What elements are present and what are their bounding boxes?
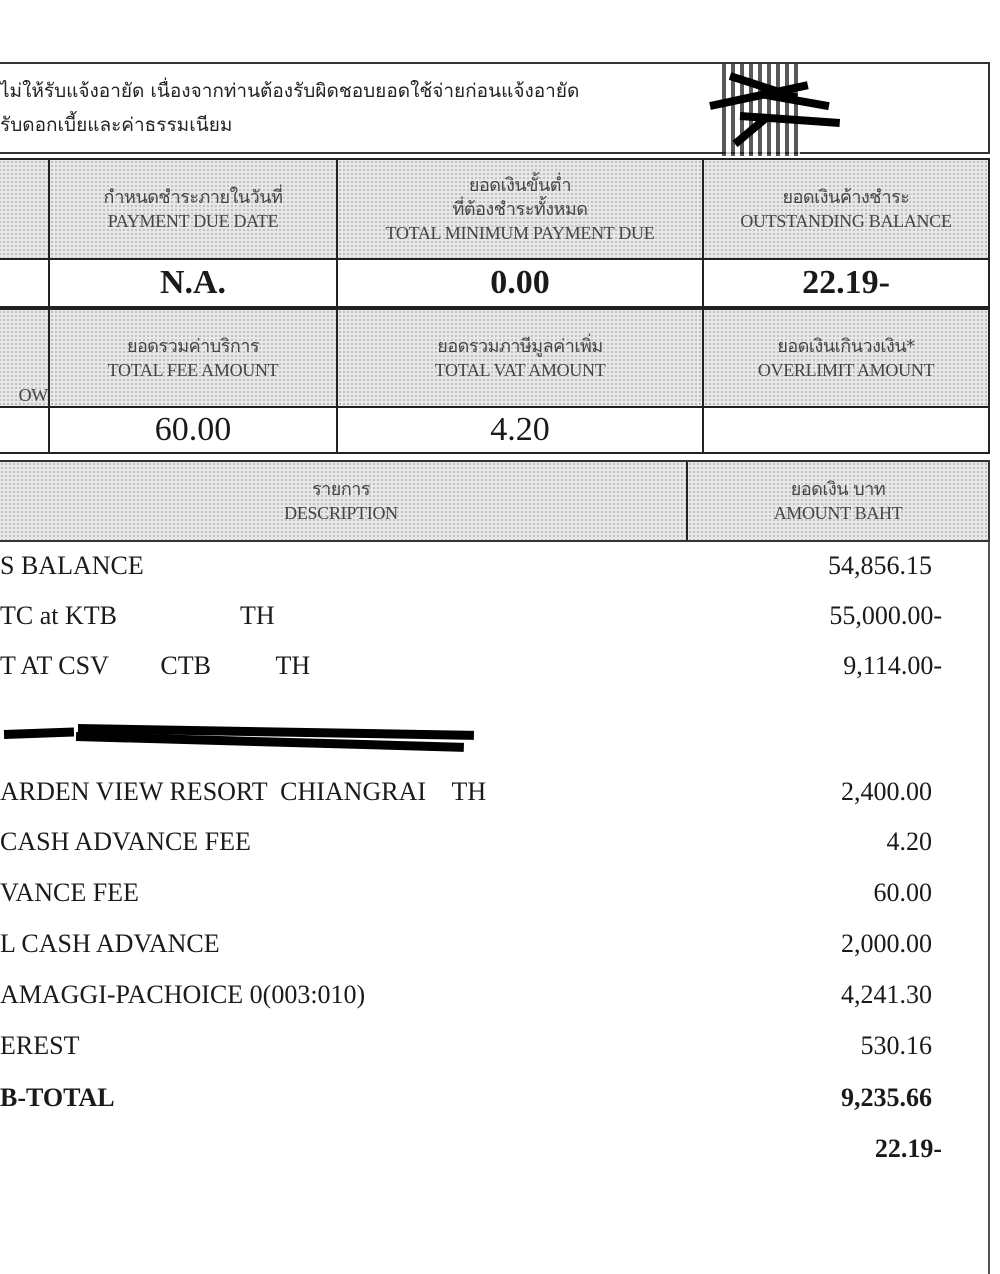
summary-left-partial <box>0 309 49 407</box>
table-row <box>0 1031 990 1071</box>
transaction-description: B-TOTAL <box>0 1083 115 1112</box>
overlimit-en: OVERLIMIT AMOUNT <box>757 360 935 380</box>
transaction-description: CASH ADVANCE FEE <box>0 827 251 856</box>
table-row <box>0 878 990 918</box>
payment-due-date-header <box>49 159 337 259</box>
min-payment-thai-1: ยอดเงินขั้นต่ำ <box>468 175 572 196</box>
description-en: DESCRIPTION <box>284 503 398 523</box>
min-payment-value: 0.00 <box>337 259 703 307</box>
transaction-description: EREST <box>0 1031 80 1060</box>
payment-due-date-value: N.A. <box>49 259 337 307</box>
table-row <box>0 980 990 1020</box>
table-row <box>0 651 990 691</box>
overlimit-value <box>703 407 989 453</box>
transaction-description: L CASH ADVANCE <box>0 929 220 958</box>
description-column-header <box>0 478 686 524</box>
transaction-amount: 54,856.15 <box>828 551 932 580</box>
fee-en: TOTAL FEE AMOUNT <box>107 360 279 380</box>
table-row <box>0 601 990 641</box>
outstanding-value: 22.19- <box>703 259 989 307</box>
notice-box <box>0 62 990 154</box>
table-row <box>0 827 990 867</box>
outstanding-thai: ยอดเงินค้างชำระ <box>782 187 910 208</box>
min-payment-en: TOTAL MINIMUM PAYMENT DUE <box>385 223 655 243</box>
transaction-amount: 55,000.00- <box>829 601 942 630</box>
summary-left-cell <box>0 159 49 259</box>
amount-column-header <box>688 478 988 524</box>
amount-en: AMOUNT BAHT <box>773 503 903 523</box>
payment-due-date-thai: กำหนดชำระภายในวันที่ <box>103 187 283 208</box>
transaction-description: T AT CSV CTB TH <box>0 651 311 680</box>
table-row <box>0 929 990 969</box>
notice-line-1: ไม่ให้รับแจ้งอายัด เนื่องจากท่านต้องรับผิดชอบยอดใช้จ่ายก่อนแจ้งอายัด <box>0 80 580 102</box>
transaction-description: VANCE FEE <box>0 878 139 907</box>
transaction-amount: 4.20 <box>886 827 932 856</box>
payment-due-date-en: PAYMENT DUE DATE <box>107 211 279 231</box>
table-row <box>0 777 990 817</box>
summary-left-value <box>0 259 49 307</box>
outstanding-header <box>703 159 989 259</box>
fee-header <box>49 309 337 407</box>
min-payment-header <box>337 159 703 259</box>
vat-en: TOTAL VAT AMOUNT <box>434 360 606 380</box>
transaction-amount: 60.00 <box>873 878 932 907</box>
summary-left-value <box>0 407 49 453</box>
fee-value: 60.00 <box>49 407 337 453</box>
transaction-amount: 2,000.00 <box>841 929 932 958</box>
transaction-description: AMAGGI-PACHOICE 0(003:010) <box>0 980 366 1009</box>
summary-bottom-table <box>0 308 990 454</box>
table-row <box>0 551 990 591</box>
transaction-amount: 4,241.30 <box>841 980 932 1009</box>
vat-value: 4.20 <box>337 407 703 453</box>
notice-line-2: รับดอกเบี้ยและค่าธรรมเนียม <box>0 114 233 136</box>
left-partial-label: OW <box>18 385 48 405</box>
summary-top-table <box>0 158 990 308</box>
vat-header <box>337 309 703 407</box>
min-payment-thai-2: ที่ต้องชำระทั้งหมด <box>452 199 588 220</box>
transaction-amount: 2,400.00 <box>841 777 932 806</box>
description-thai: รายการ <box>312 479 370 500</box>
fee-thai: ยอดรวมค่าบริการ <box>126 336 260 357</box>
transaction-description: S BALANCE <box>0 551 144 580</box>
transaction-amount: 22.19- <box>874 1134 942 1163</box>
table-row <box>0 1083 990 1123</box>
vat-thai: ยอดรวมภาษีมูลค่าเพิ่ม <box>437 336 603 357</box>
amount-thai: ยอดเงิน บาท <box>790 479 886 500</box>
transaction-table-header <box>0 460 990 542</box>
transaction-amount: 9,114.00- <box>843 651 942 680</box>
transaction-description: ARDEN VIEW RESORT CHIANGRAI TH <box>0 777 487 806</box>
outstanding-en: OUTSTANDING BALANCE <box>740 211 952 231</box>
table-row <box>0 1134 990 1174</box>
transaction-description: TC at KTB TH <box>0 601 275 630</box>
transaction-amount: 9,235.66 <box>841 1083 932 1112</box>
overlimit-header <box>703 309 989 407</box>
transaction-amount: 530.16 <box>860 1031 932 1060</box>
overlimit-thai: ยอดเงินเกินวงเงิน* <box>777 336 915 357</box>
